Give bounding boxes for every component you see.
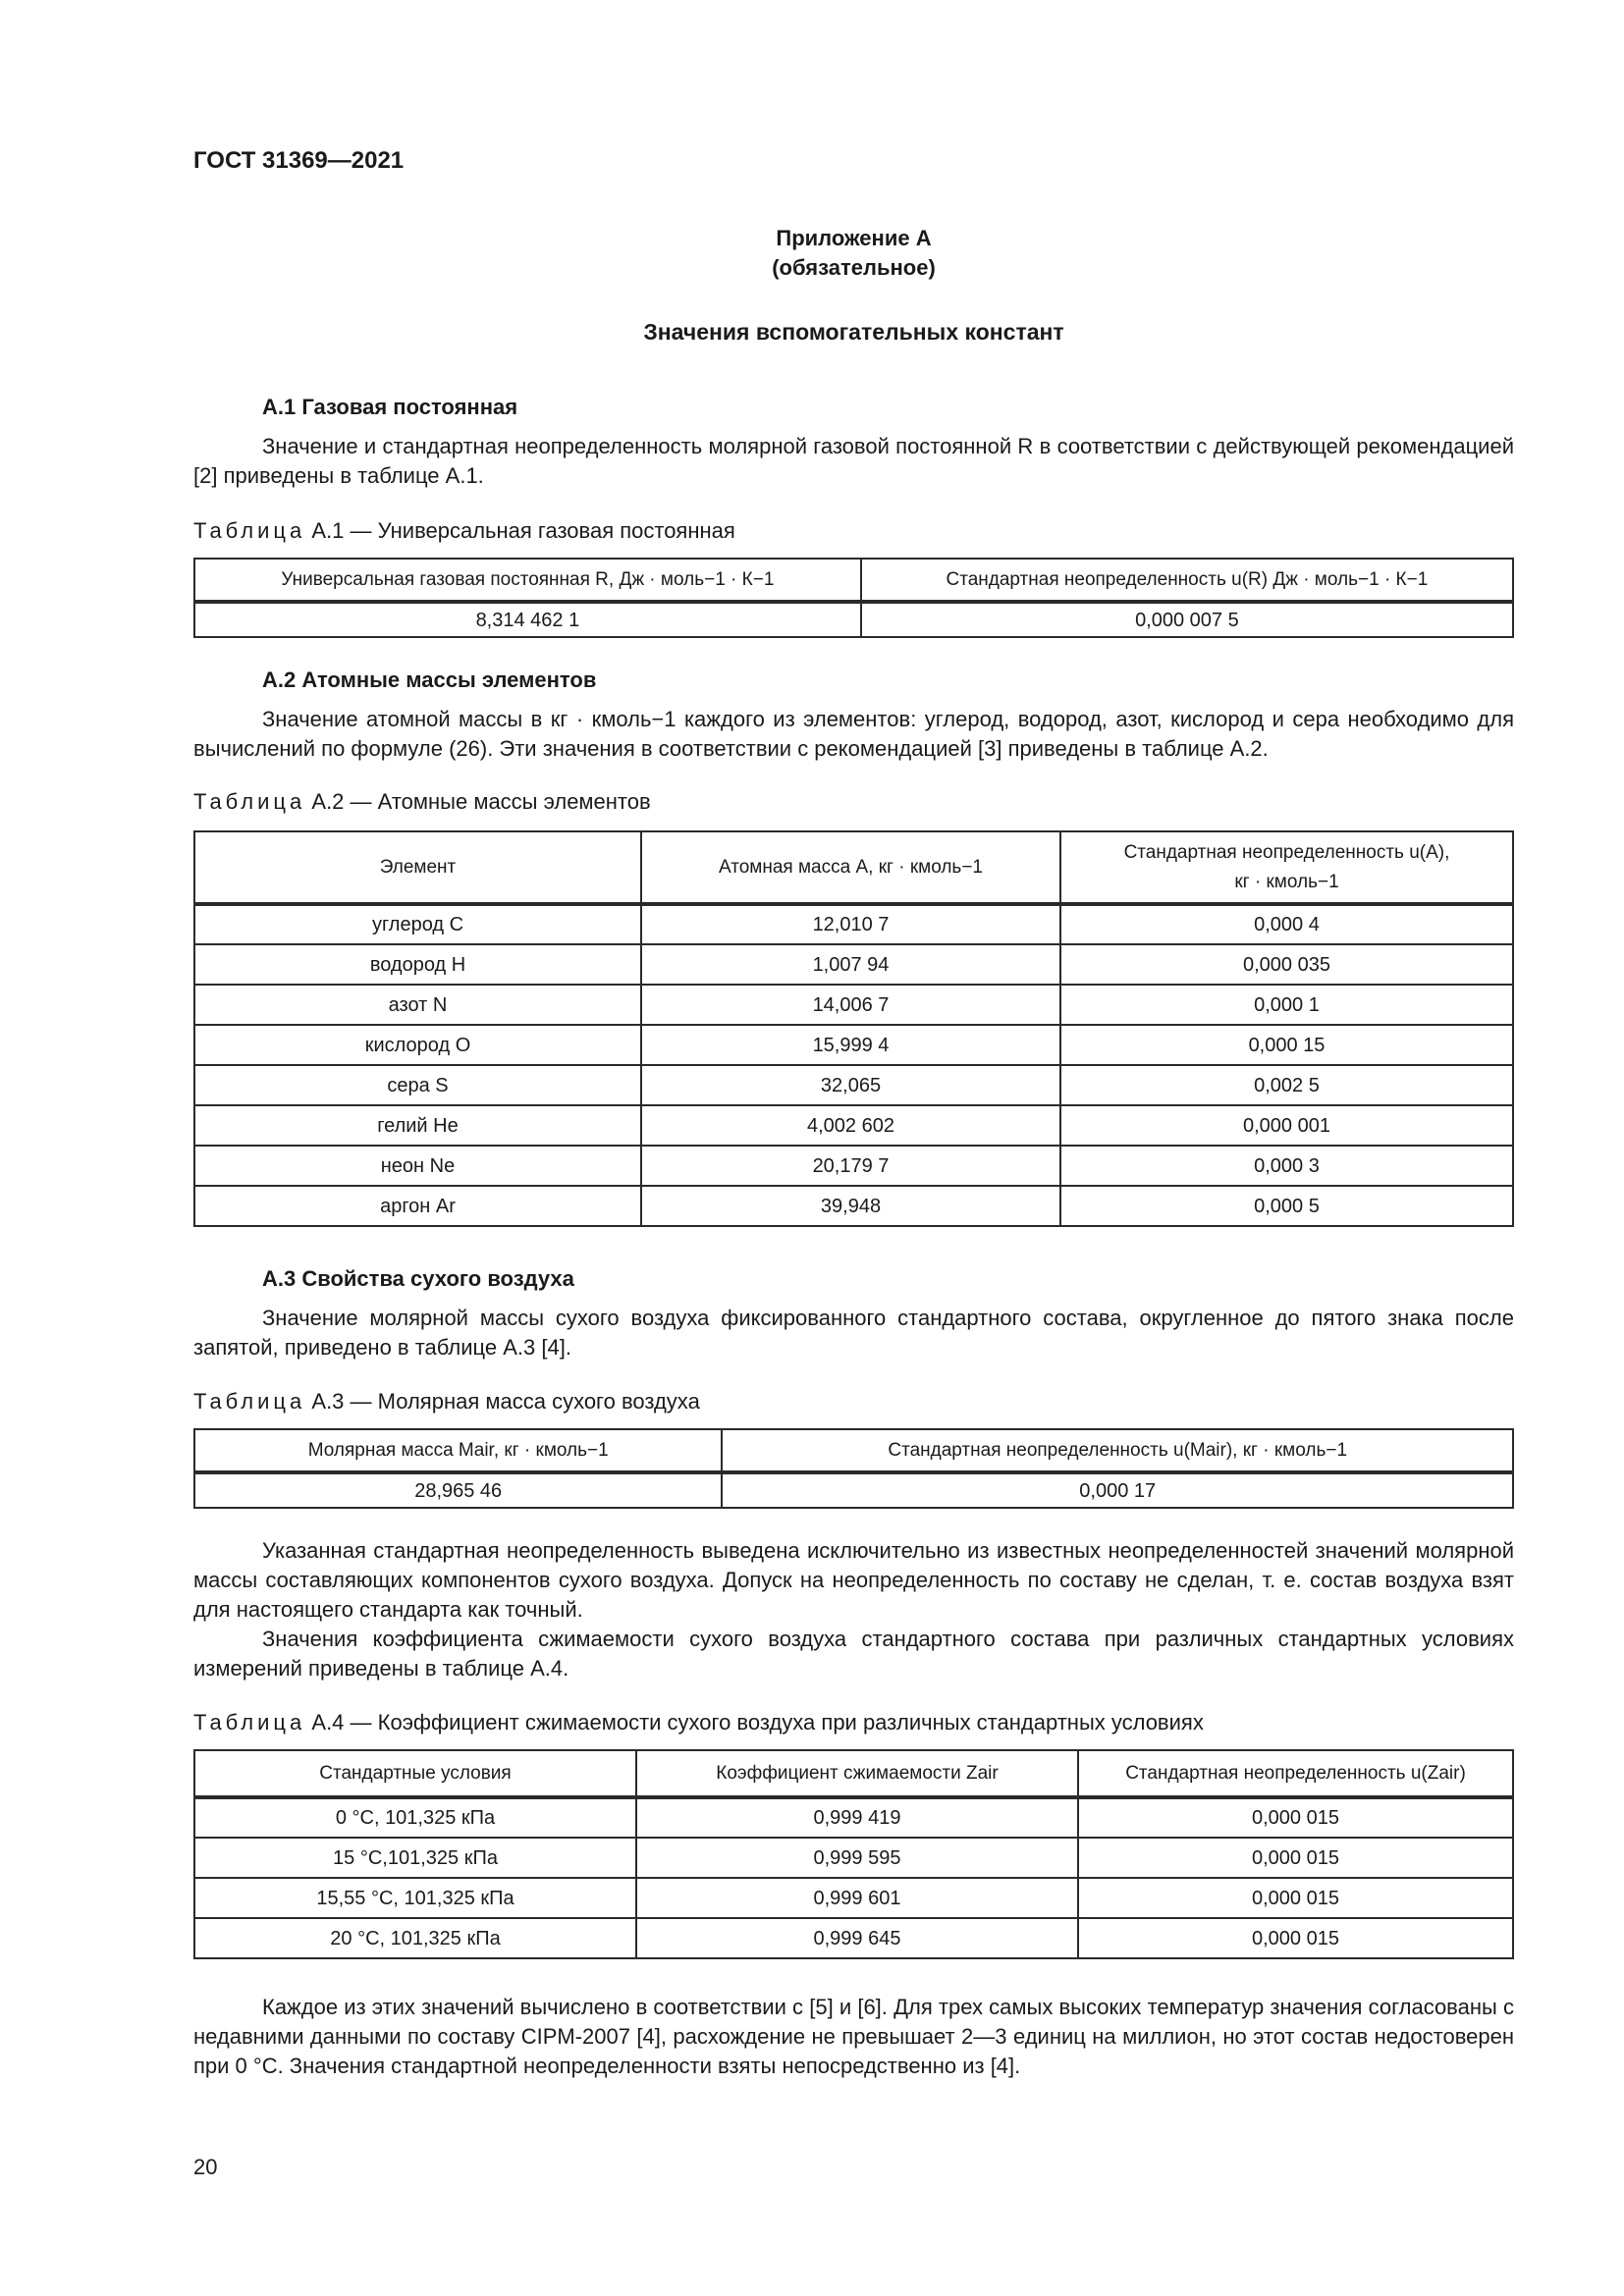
appendix-subtitle: (обязательное) xyxy=(772,255,936,280)
table-row xyxy=(194,1105,1513,1146)
table-cell: 32,065 xyxy=(641,1065,1060,1105)
table-cell: азот N xyxy=(194,985,641,1025)
table-cell: 0,000 015 xyxy=(1078,1838,1513,1878)
table-cell: 0 °С, 101,325 кПа xyxy=(194,1797,636,1838)
section-a3-title: А.3 Свойства сухого воздуха xyxy=(262,1266,574,1291)
table-cell: 12,010 7 xyxy=(641,904,1060,944)
table-row xyxy=(194,904,1513,944)
table-row xyxy=(194,944,1513,985)
table-cell: 0,999 645 xyxy=(636,1918,1078,1958)
paragraph-compressibility: Значения коэффициента сжимаемости сухого воздуха стандартного состава при различных стандартных условиях измерений приведены в таблице А.4. xyxy=(193,1627,1514,1681)
table-row xyxy=(194,1025,1513,1065)
appendix-title-block xyxy=(193,224,1514,283)
table-header-cell: Молярная масса Mair, кг · кмоль−1 xyxy=(194,1429,722,1472)
table-cell: 15,999 4 xyxy=(641,1025,1060,1065)
table-cell: 0,000 001 xyxy=(1060,1105,1513,1146)
table-caption-text: А.1 — Универсальная газовая постоянная xyxy=(311,518,735,543)
table-cell: 20 °С, 101,325 кПа xyxy=(194,1918,636,1958)
appendix-title: Приложение А xyxy=(776,226,932,250)
paragraph-final: Каждое из этих значений вычислено в соответствии с [5] и [6]. Для трех самых высоких температур значения согласованы с недавними данными по составу CIPM-2007 [4], расхождение не превышает 2—3 единиц на миллион, но этот состав недостоверен при 0 °С. Значения стандартной неопределенности взяты непосредственно из [4]. xyxy=(193,1995,1514,2078)
table-cell: 39,948 xyxy=(641,1186,1060,1226)
table-a2-wrap xyxy=(193,830,1514,1227)
table-cell: 0,000 015 xyxy=(1078,1878,1513,1918)
section-a1-text: Значение и стандартная неопределенность молярной газовой постоянной R в соответствии с действующей рекомендацией [2] приведены в таблице А.1. xyxy=(193,434,1514,488)
table-cell: неон Ne xyxy=(194,1146,641,1186)
paragraph-uncertainty: Указанная стандартная неопределенность выведена исключительно из известных неопределенностей значений молярной массы составляющих компонентов сухого воздуха. Допуск на неопределенность по составу не сделан, т. е. состав воздуха взят для настоящего стандарта как точный. xyxy=(193,1538,1514,1622)
table-a4-caption xyxy=(193,1708,1514,1737)
table-a3-caption xyxy=(193,1387,1514,1416)
section-a3-text: Значение молярной массы сухого воздуха фиксированного стандартного состава, округленное до пятого знака после запятой, приведено в таблице А.3 [4]. xyxy=(193,1306,1514,1360)
table-header-cell: Элемент xyxy=(194,831,641,904)
table-cell: 14,006 7 xyxy=(641,985,1060,1025)
table-row xyxy=(194,1918,1513,1958)
table-cell: аргон Ar xyxy=(194,1186,641,1226)
table-header-cell: Универсальная газовая постоянная R, Дж · моль−1 · К−1 xyxy=(194,559,861,602)
table-cell: водород Н xyxy=(194,944,641,985)
table-header-cell xyxy=(1060,831,1513,904)
table-a1-caption xyxy=(193,516,1514,546)
table-cell: 0,999 601 xyxy=(636,1878,1078,1918)
table-header-cell: Стандартные условия xyxy=(194,1750,636,1797)
table-cell: 0,000 015 xyxy=(1078,1918,1513,1958)
table-caption-prefix: Таблица xyxy=(193,789,306,814)
table-row xyxy=(194,985,1513,1025)
table-row xyxy=(194,1797,1513,1838)
table-caption-text: А.3 — Молярная масса сухого воздуха xyxy=(311,1389,700,1414)
table-cell: 0,000 17 xyxy=(722,1472,1513,1508)
table-cell: кислород О xyxy=(194,1025,641,1065)
table-a3 xyxy=(193,1428,1514,1509)
table-header-line: Стандартная неопределенность u(A), xyxy=(1123,841,1450,863)
table-cell: 15 °С,101,325 кПа xyxy=(194,1838,636,1878)
table-row xyxy=(194,1146,1513,1186)
table-header-cell: Стандартная неопределенность u(Zair) xyxy=(1078,1750,1513,1797)
table-cell: 0,000 3 xyxy=(1060,1146,1513,1186)
table-header-cell: Стандартная неопределенность u(R) Дж · моль−1 · К−1 xyxy=(861,559,1513,602)
table-cell: 0,000 4 xyxy=(1060,904,1513,944)
table-cell: 4,002 602 xyxy=(641,1105,1060,1146)
table-cell: 20,179 7 xyxy=(641,1146,1060,1186)
table-row xyxy=(194,1838,1513,1878)
table-a4-wrap xyxy=(193,1749,1514,1959)
table-header-line: кг · кмоль−1 xyxy=(1234,871,1339,892)
table-a3-wrap xyxy=(193,1428,1514,1509)
table-cell: 0,000 015 xyxy=(1078,1797,1513,1838)
table-caption-text: А.2 — Атомные массы элементов xyxy=(311,789,651,814)
table-cell: 0,000 15 xyxy=(1060,1025,1513,1065)
table-header-cell: Стандартная неопределенность u(Mair), кг · кмоль−1 xyxy=(722,1429,1513,1472)
table-caption-prefix: Таблица xyxy=(193,1389,306,1414)
table-caption-prefix: Таблица xyxy=(193,1710,306,1735)
table-cell: 0,999 595 xyxy=(636,1838,1078,1878)
table-caption-prefix: Таблица xyxy=(193,518,306,543)
table-cell: 0,002 5 xyxy=(1060,1065,1513,1105)
document-header: ГОСТ 31369—2021 xyxy=(193,147,405,174)
appendix-heading: Значения вспомогательных констант xyxy=(643,319,1064,345)
table-cell: 28,965 46 xyxy=(194,1472,722,1508)
table-cell: 15,55 °С, 101,325 кПа xyxy=(194,1878,636,1918)
table-cell: сера S xyxy=(194,1065,641,1105)
table-row xyxy=(194,1065,1513,1105)
table-cell: гелий Не xyxy=(194,1105,641,1146)
table-cell: 0,999 419 xyxy=(636,1797,1078,1838)
table-a2 xyxy=(193,830,1514,1227)
table-header-cell: Атомная масса А, кг · кмоль−1 xyxy=(641,831,1060,904)
table-row xyxy=(194,1186,1513,1226)
table-a2-caption xyxy=(193,787,1514,817)
table-header-cell: Коэффициент сжимаемости Zair xyxy=(636,1750,1078,1797)
table-cell: 0,000 1 xyxy=(1060,985,1513,1025)
table-cell: 8,314 462 1 xyxy=(194,602,861,637)
table-a1 xyxy=(193,558,1514,638)
table-cell: 1,007 94 xyxy=(641,944,1060,985)
table-cell: углерод С xyxy=(194,904,641,944)
table-cell: 0,000 5 xyxy=(1060,1186,1513,1226)
section-a1-title: А.1 Газовая постоянная xyxy=(262,395,518,419)
table-a1-wrap xyxy=(193,558,1514,638)
table-cell: 0,000 007 5 xyxy=(861,602,1513,637)
section-a2-text: Значение атомной массы в кг · кмоль−1 каждого из элементов: углерод, водород, азот, кислород и сера необходимо для вычислений по формуле (26). Эти значения в соответствии с рекомендацией [3] приведены в таблице А.2. xyxy=(193,707,1514,761)
table-a4 xyxy=(193,1749,1514,1959)
section-a2-title: А.2 Атомные массы элементов xyxy=(262,667,597,692)
table-cell: 0,000 035 xyxy=(1060,944,1513,985)
table-row xyxy=(194,1878,1513,1918)
page-number: 20 xyxy=(193,2155,218,2179)
table-caption-text: А.4 — Коэффициент сжимаемости сухого воздуха при различных стандартных условиях xyxy=(311,1710,1204,1735)
